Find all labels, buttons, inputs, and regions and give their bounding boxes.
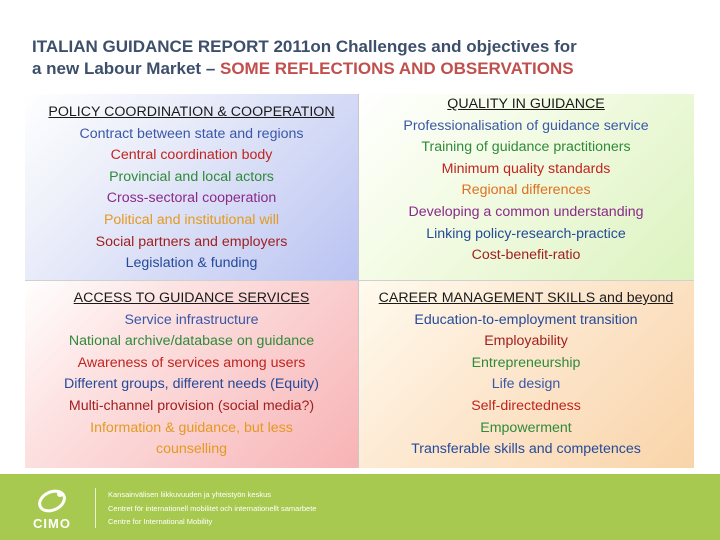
career-item: Self-directedness: [471, 397, 581, 414]
organization-names: [108, 488, 316, 529]
career-heading: CAREER MANAGEMENT SKILLS and beyond: [378, 290, 674, 306]
policy-quadrant: [25, 94, 358, 280]
policy-heading: POLICY COORDINATION & COOPERATION: [48, 104, 335, 120]
policy-item: Legislation & funding: [125, 255, 258, 272]
career-item: Entrepreneurship: [471, 354, 581, 371]
access-item: National archive/database on guidance: [68, 333, 315, 350]
quality-item: Minimum quality standards: [441, 160, 611, 177]
policy-item: Central coordination body: [110, 147, 273, 164]
quality-item: Training of guidance practitioners: [421, 139, 631, 156]
org-name-swedish: Centret för internationell mobilitet och internationellt samarbete: [108, 503, 317, 513]
title-line-2-prefix: a new Labour Market –: [32, 59, 220, 78]
policy-item: Contract between state and regions: [79, 125, 304, 142]
vertical-divider: [358, 94, 359, 468]
org-name-english: Centre for International Mobility: [108, 517, 213, 526]
org-name-finnish: Kansainvälisen liikkuvuuden ja yhteistyön keskus: [108, 490, 272, 499]
quality-item: Professionalisation of guidance service: [403, 117, 649, 134]
career-item: Empowerment: [480, 419, 572, 436]
policy-item: Social partners and employers: [95, 233, 288, 250]
access-item: counselling: [156, 441, 227, 458]
career-item: Life design: [491, 376, 561, 393]
career-quadrant: [358, 280, 694, 468]
access-heading: ACCESS TO GUIDANCE SERVICES: [73, 290, 310, 306]
quality-item: Regional differences: [461, 182, 591, 199]
policy-item: Political and institutional will: [103, 211, 280, 228]
access-quadrant: [25, 280, 358, 468]
quality-heading: QUALITY IN GUIDANCE: [447, 96, 605, 112]
title-line-1: ITALIAN GUIDANCE REPORT 2011on Challenges and objectives for: [32, 37, 577, 56]
quality-item: Linking policy-research-practice: [426, 225, 626, 242]
access-item: Multi-channel provision (social media?): [68, 397, 315, 414]
quality-item: Developing a common understanding: [408, 203, 644, 220]
access-item: Different groups, different needs (Equity): [64, 376, 319, 393]
footer-bar: [0, 474, 720, 540]
title-line-2-highlight: SOME REFLECTIONS AND OBSERVATIONS: [220, 59, 574, 78]
policy-item: Cross-sectoral cooperation: [106, 190, 277, 207]
access-item: Information & guidance, but less: [90, 419, 293, 436]
quadrant-grid: [25, 94, 694, 468]
quality-quadrant: [358, 94, 694, 280]
slide-title: [32, 36, 702, 80]
horizontal-divider: [25, 280, 694, 281]
career-item: Transferable skills and competences: [411, 441, 641, 458]
career-item: Employability: [484, 333, 568, 350]
career-item: Education-to-employment transition: [414, 311, 638, 328]
access-item: Service infrastructure: [124, 311, 259, 328]
policy-item: Provincial and local actors: [109, 168, 274, 185]
quality-item: Cost-benefit-ratio: [471, 247, 581, 264]
logo-text: CIMO: [33, 516, 71, 531]
access-item: Awareness of services among users: [77, 354, 306, 371]
footer-divider: [95, 488, 96, 528]
